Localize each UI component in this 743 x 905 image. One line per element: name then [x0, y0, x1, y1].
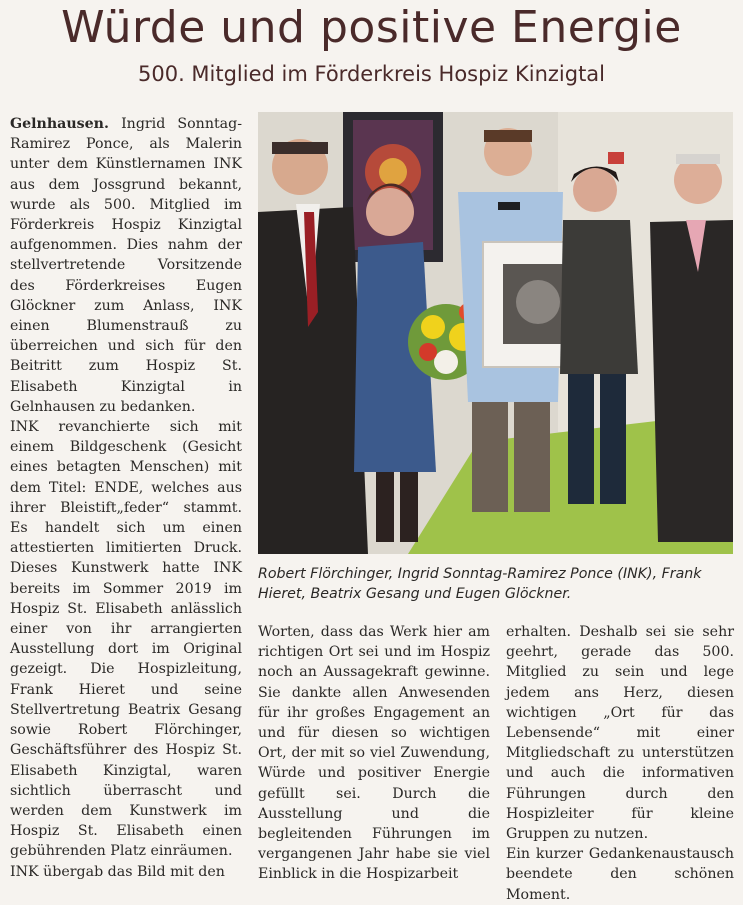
article-headline: Würde und positive Energie [61, 2, 682, 53]
dateline: Gelnhausen. [10, 116, 109, 132]
photo-caption: Robert Flörchinger, Ingrid Sonntag-Ramirez Ponce (INK), Frank Hieret, Beatrix Gesang und Eugen Glöckner. [258, 566, 702, 602]
text-column-3 [506, 622, 734, 905]
paragraph: INK revanchierte sich mit einem Bildgeschenk (Gesicht eines betagten Menschen) mit dem Titel: ENDE, welches aus ihrer Bleistift„feder“ stammt. Es handelt sich um einen attestierten limitierten Druck. Dieses Kunstwerk hatte INK bereits im Sommer 2019 im Hospiz St. Elisabeth anlässlich einer von ihr arrangierten Ausstellung dort im Original gezeigt. Die Hospizleitung, Frank Hieret und seine Stellvertretung Beatrix Gesang sowie Robert Flörchinger, Geschäftsführer des Hospiz St. Elisabeth Kinzigtal, waren sichtlich überrascht und werden dem Kunstwerk im Hospiz St. Elisabeth einen gebührenden Platz einräumen. [10, 419, 242, 860]
paragraph: Worten, dass das Werk hier am richtigen Ort sei und im Hospiz noch an Aussagekraft gewinne. Sie dankte allen Anwesenden für ihr großes Engagement an und für diesen so wichtigen Ort, der mit so viel Zuwendung, Würde und positiver Energie gefüllt sei. Durch die Ausstellung und die begleitenden Führungen im vergangenen Jahr habe sie viel Einblick in die Hospizarbeit [258, 624, 490, 883]
article-subheadline: 500. Mitglied im Förderkreis Hospiz Kinzigtal [137, 62, 606, 86]
text-column-2 [258, 622, 490, 885]
text-column-1 [10, 114, 242, 882]
paragraph-text: Ingrid Sonntag-Ramirez Ponce, als Malerin unter dem Künstlernamen INK aus dem Jossgrund bekannt, wurde als 500. Mitglied im Förderkreis Hospiz Kinzigtal aufgenommen. Dies nahm der stellvertretende Vorsitzende des Förderkreises Eugen Glöckner zum Anlass, INK einen Blumenstrauß zu überreichen und sich für den Beitritt zum Hospiz St. Elisabeth Kinzigtal in Gelnhausen zu bedanken. [10, 116, 242, 415]
group-photo [258, 112, 733, 554]
paragraph [10, 114, 242, 417]
paragraph: erhalten. Deshalb sei sie sehr geehrt, gerade das 500. Mitglied zu sein und lege jedem ans Herz, diesen wichtigen „Ort für das Lebensende“ mit einer Mitgliedschaft zu unterstützen und auch die informativen Führungen durch den Hospizleiter für kleine Gruppen zu nutzen. [506, 624, 734, 843]
paragraph: Ein kurzer Gedankenaustausch beendete den schönen Moment. [506, 846, 734, 903]
paragraph: INK übergab das Bild mit den [10, 863, 225, 880]
